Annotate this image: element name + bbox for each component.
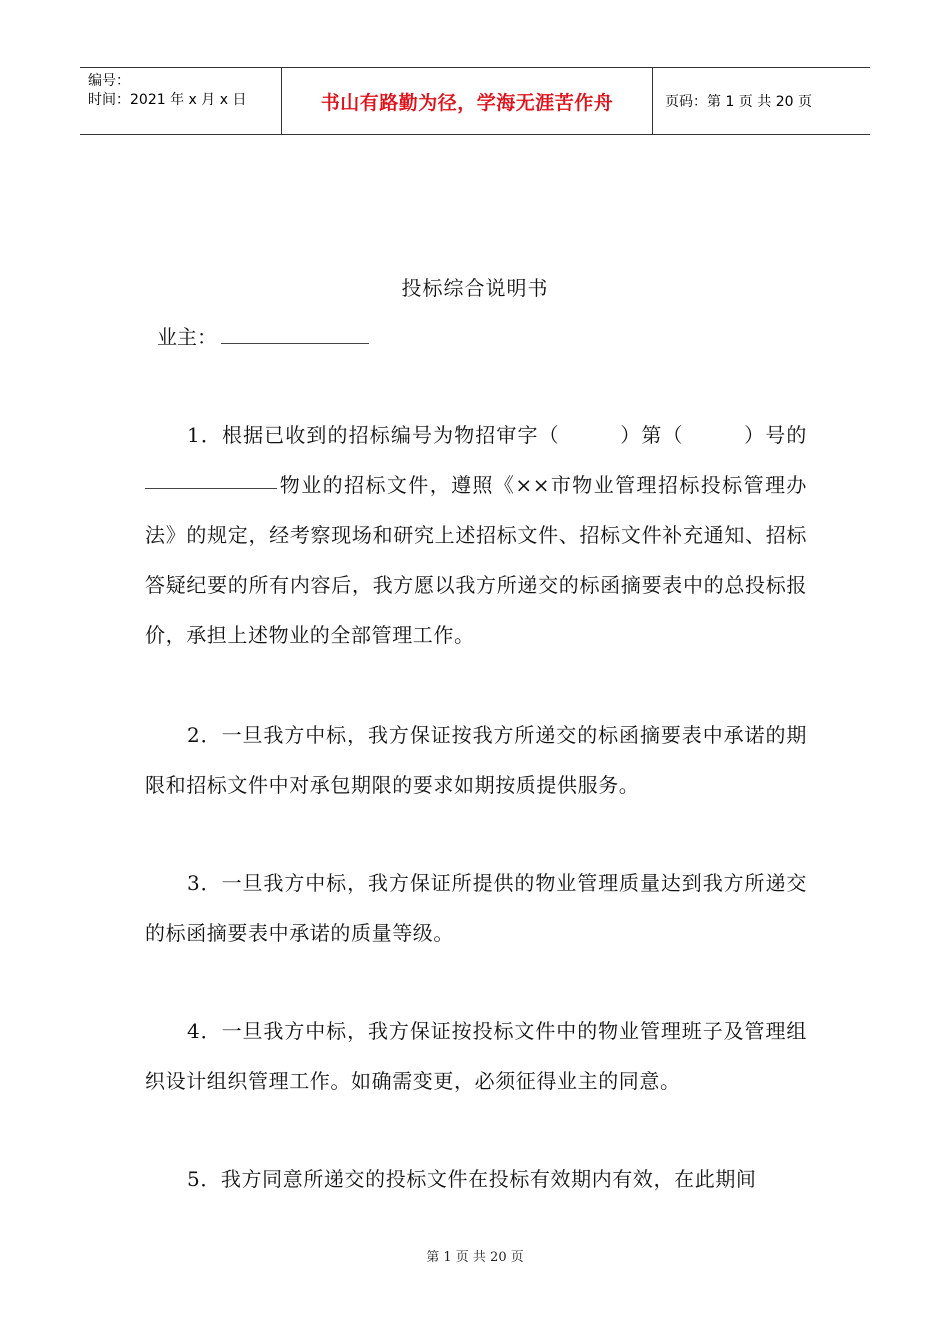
time-label: 时间：2021 年 x 月 x 日 <box>88 92 247 108</box>
owner-label: 业主： <box>157 325 217 349</box>
p1-num: 1． <box>187 423 222 447</box>
owner-line <box>157 321 369 350</box>
p4-text: 4．一旦我方中标，我方保证按投标文件中的物业管理班子及管理组织设计组织管理工作。如确需变更，必须征得业主的同意。 <box>145 1019 807 1093</box>
page-footer: 第 1 页 共 20 页 <box>426 1250 524 1265</box>
paragraph-2 <box>145 710 807 810</box>
property-blank <box>145 460 277 489</box>
document-title: 投标综合说明书 <box>401 276 549 300</box>
owner-blank <box>221 321 369 344</box>
header-motto: 书山有路勤为径，学海无涯苦作舟 <box>281 68 653 134</box>
p1-d: 物业的招标文件，遵照《××市物业管理招标投标管理办法》的规定，经考察现场和研究上述招标文件、招标文件补充通知、招标答疑纪要的所有内容后，我方愿以我方所递交的标函摘要表中的总投标报价，承担上述物业的全部管理工作。 <box>145 473 807 647</box>
p5-text: 5．我方同意所递交的投标文件在投标有效期内有效，在此期间 <box>187 1167 757 1191</box>
p1-a: 根据已收到的招标编号为物招审字（ <box>221 423 560 447</box>
paragraph-3 <box>145 858 807 958</box>
p1-b: ）第（ <box>619 423 684 447</box>
header-meta <box>80 68 281 134</box>
paragraph-1 <box>145 410 807 660</box>
paragraph-5 <box>145 1154 807 1204</box>
p1-c: ）号的 <box>743 423 807 447</box>
number-label: 编号： <box>88 73 130 89</box>
p3-text: 3．一旦我方中标，我方保证所提供的物业管理质量达到我方所递交的标函摘要表中承诺的质量等级。 <box>145 871 807 945</box>
paragraph-4 <box>145 1006 807 1106</box>
page-header <box>80 67 870 135</box>
header-page-info: 页码：第 1 页 共 20 页 <box>665 94 812 110</box>
p2-text: 2．一旦我方中标，我方保证按我方所递交的标函摘要表中承诺的期限和招标文件中对承包期限的要求如期按质提供服务。 <box>145 723 807 797</box>
